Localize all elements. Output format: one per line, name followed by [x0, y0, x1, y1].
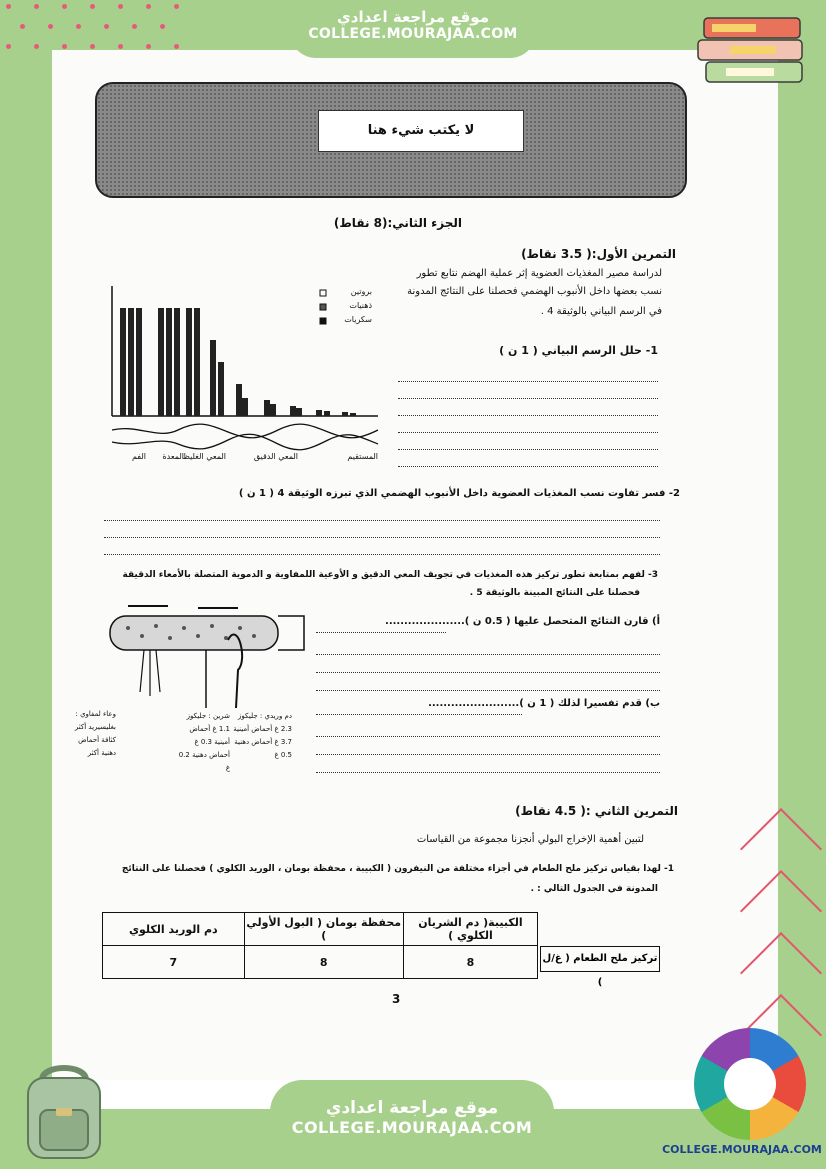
answer-line[interactable]: [316, 736, 660, 737]
doc5-label-artery: شرين : جليكوز 1.1 غ أحماض أمينية 0.3 غ أحماض دهنية 0.2 غ: [178, 712, 230, 772]
badge-center: [724, 1058, 776, 1110]
doc5-label-lymph: وعاء لمفاوي : بغليسيريد أكثر كثافة أحماض دهنية أكثر: [74, 710, 116, 757]
doc4-legend-3: سكريات: [344, 315, 372, 324]
answer-line[interactable]: [398, 415, 658, 416]
answer-line[interactable]: [316, 632, 446, 633]
table-value-glomerulus: 8: [403, 946, 537, 979]
answer-line[interactable]: [316, 654, 660, 655]
answer-line[interactable]: [316, 754, 660, 755]
doc4-legend-2: ذهنيات: [349, 301, 372, 310]
exercise2-q1-line1: 1- لهذا بقياس تركيز ملح الطعام في أجزاء مختلفة من النيفرون ( الكبيبة ، محفظة بومان ، الوريد الكلوي ) فحصلنا على النتائج: [121, 864, 674, 874]
answer-line[interactable]: [398, 381, 658, 382]
part-title: الجزء الثاني:(8 نقاط): [333, 216, 462, 230]
books-logo-icon: [690, 8, 814, 96]
site-url: COLLEGE.MOURAJAA.COM: [291, 1118, 533, 1137]
question-3-intro-line1: 3- لفهم بمتابعة تطور تركيز هذه المغذيات في تجويف المعي الدقيق و الأوعية اللمفاوية و الدموية المتصلة بالأمعاء الدقيقة: [122, 570, 658, 580]
table-row-label: تركيز ملح الطعام ( غ/ل ): [540, 946, 660, 972]
answer-line[interactable]: [104, 554, 660, 555]
answer-line[interactable]: [398, 398, 658, 399]
question-3b: ب) قدم تفسيرا لذلك ( 1 ن )........................: [428, 698, 660, 709]
answer-line[interactable]: [398, 432, 658, 433]
question-1: 1- حلل الرسم البياني ( 1 ن ): [499, 344, 658, 357]
exercise2-title: التمرين الثاني :( 4.5 نقاط): [515, 804, 678, 818]
doc4-legend-1: بروتين: [350, 287, 372, 296]
header-notice: لا يكتب شيء هنا: [318, 110, 524, 152]
doc4-axis-2: المعدة: [162, 452, 184, 461]
table-value-vein: 7: [103, 946, 245, 979]
answer-line[interactable]: [316, 714, 522, 715]
exercise1-intro-line2: نسب بعضها داخل الأنبوب الهضمي فحصلنا على النتائج المدونة: [407, 286, 662, 297]
site-banner-bottom[interactable]: [270, 1080, 554, 1169]
exercise2-q1-line2: المدونة في الجدول التالي : .: [530, 884, 658, 894]
answer-line[interactable]: [398, 466, 658, 467]
question-2: 2- فسر تفاوت نسب المغذيات العضوية داخل الأنبوب الهضمي الذي تبرزه الوثيقة 4 ( 1 ن ): [238, 488, 680, 499]
answer-line[interactable]: [316, 772, 660, 773]
table-header-bowman: محفظة بومان ( البول الأولي ): [244, 913, 403, 946]
answer-line[interactable]: [104, 537, 660, 538]
table-header-vein: دم الوريد الكلوي: [103, 913, 245, 946]
exercise2-intro: لتبين أهمية الإخراج البولي أنجزنا مجموعة من القياسات: [416, 834, 644, 845]
site-name: موقع مراجعة اعدادي: [337, 8, 489, 26]
exercise1-intro-line1: لدراسة مصير المغذيات العضوية إثر عملية الهضم نتابع تطور: [416, 268, 662, 279]
question-3a: أ) قارن النتائج المتحصل عليها ( 0.5 ن ).....................: [385, 616, 660, 627]
table-header-glomerulus: الكبيبة( دم الشريان الكلوي ): [403, 913, 537, 946]
question-3-intro-line2: فحصلنا على النتائج المبينة بالوثيقة 5 .: [469, 588, 640, 598]
site-banner-top[interactable]: [290, 0, 536, 58]
salt-concentration-table: [102, 912, 538, 979]
answer-line[interactable]: [104, 520, 660, 521]
doc4-axis-1: الفم: [131, 452, 146, 461]
table-value-bowman: 8: [244, 946, 403, 979]
doc4-axis-4: المعي الغليظ: [182, 452, 226, 461]
page-number: 3: [392, 992, 401, 1006]
site-url: COLLEGE.MOURAJAA.COM: [308, 26, 518, 42]
site-name: موقع مراجعة اعدادي: [325, 1098, 499, 1118]
exercise1-title: التمرين الأول:( 3.5 نقاط): [521, 247, 676, 261]
answer-line[interactable]: [316, 672, 660, 673]
badge-caption[interactable]: COLLEGE.MOURAJAA.COM: [662, 1143, 822, 1156]
exercise1-intro-line3: في الرسم البياني بالوثيقة 4 .: [540, 306, 662, 317]
doc4-axis-5: المستقيم: [347, 452, 378, 461]
backpack-icon: [18, 1058, 110, 1160]
answer-line[interactable]: [316, 690, 660, 691]
doc5-label-vein: دم وريدي : جليكوز 2.3 غ أحماض أمينية 3.7 غ أحماض دهنية 0.5 غ: [233, 712, 292, 759]
answer-line[interactable]: [398, 449, 658, 450]
doc4-axis-3: المعي الدقيق: [253, 452, 298, 461]
frame-left-border: [0, 0, 52, 1169]
